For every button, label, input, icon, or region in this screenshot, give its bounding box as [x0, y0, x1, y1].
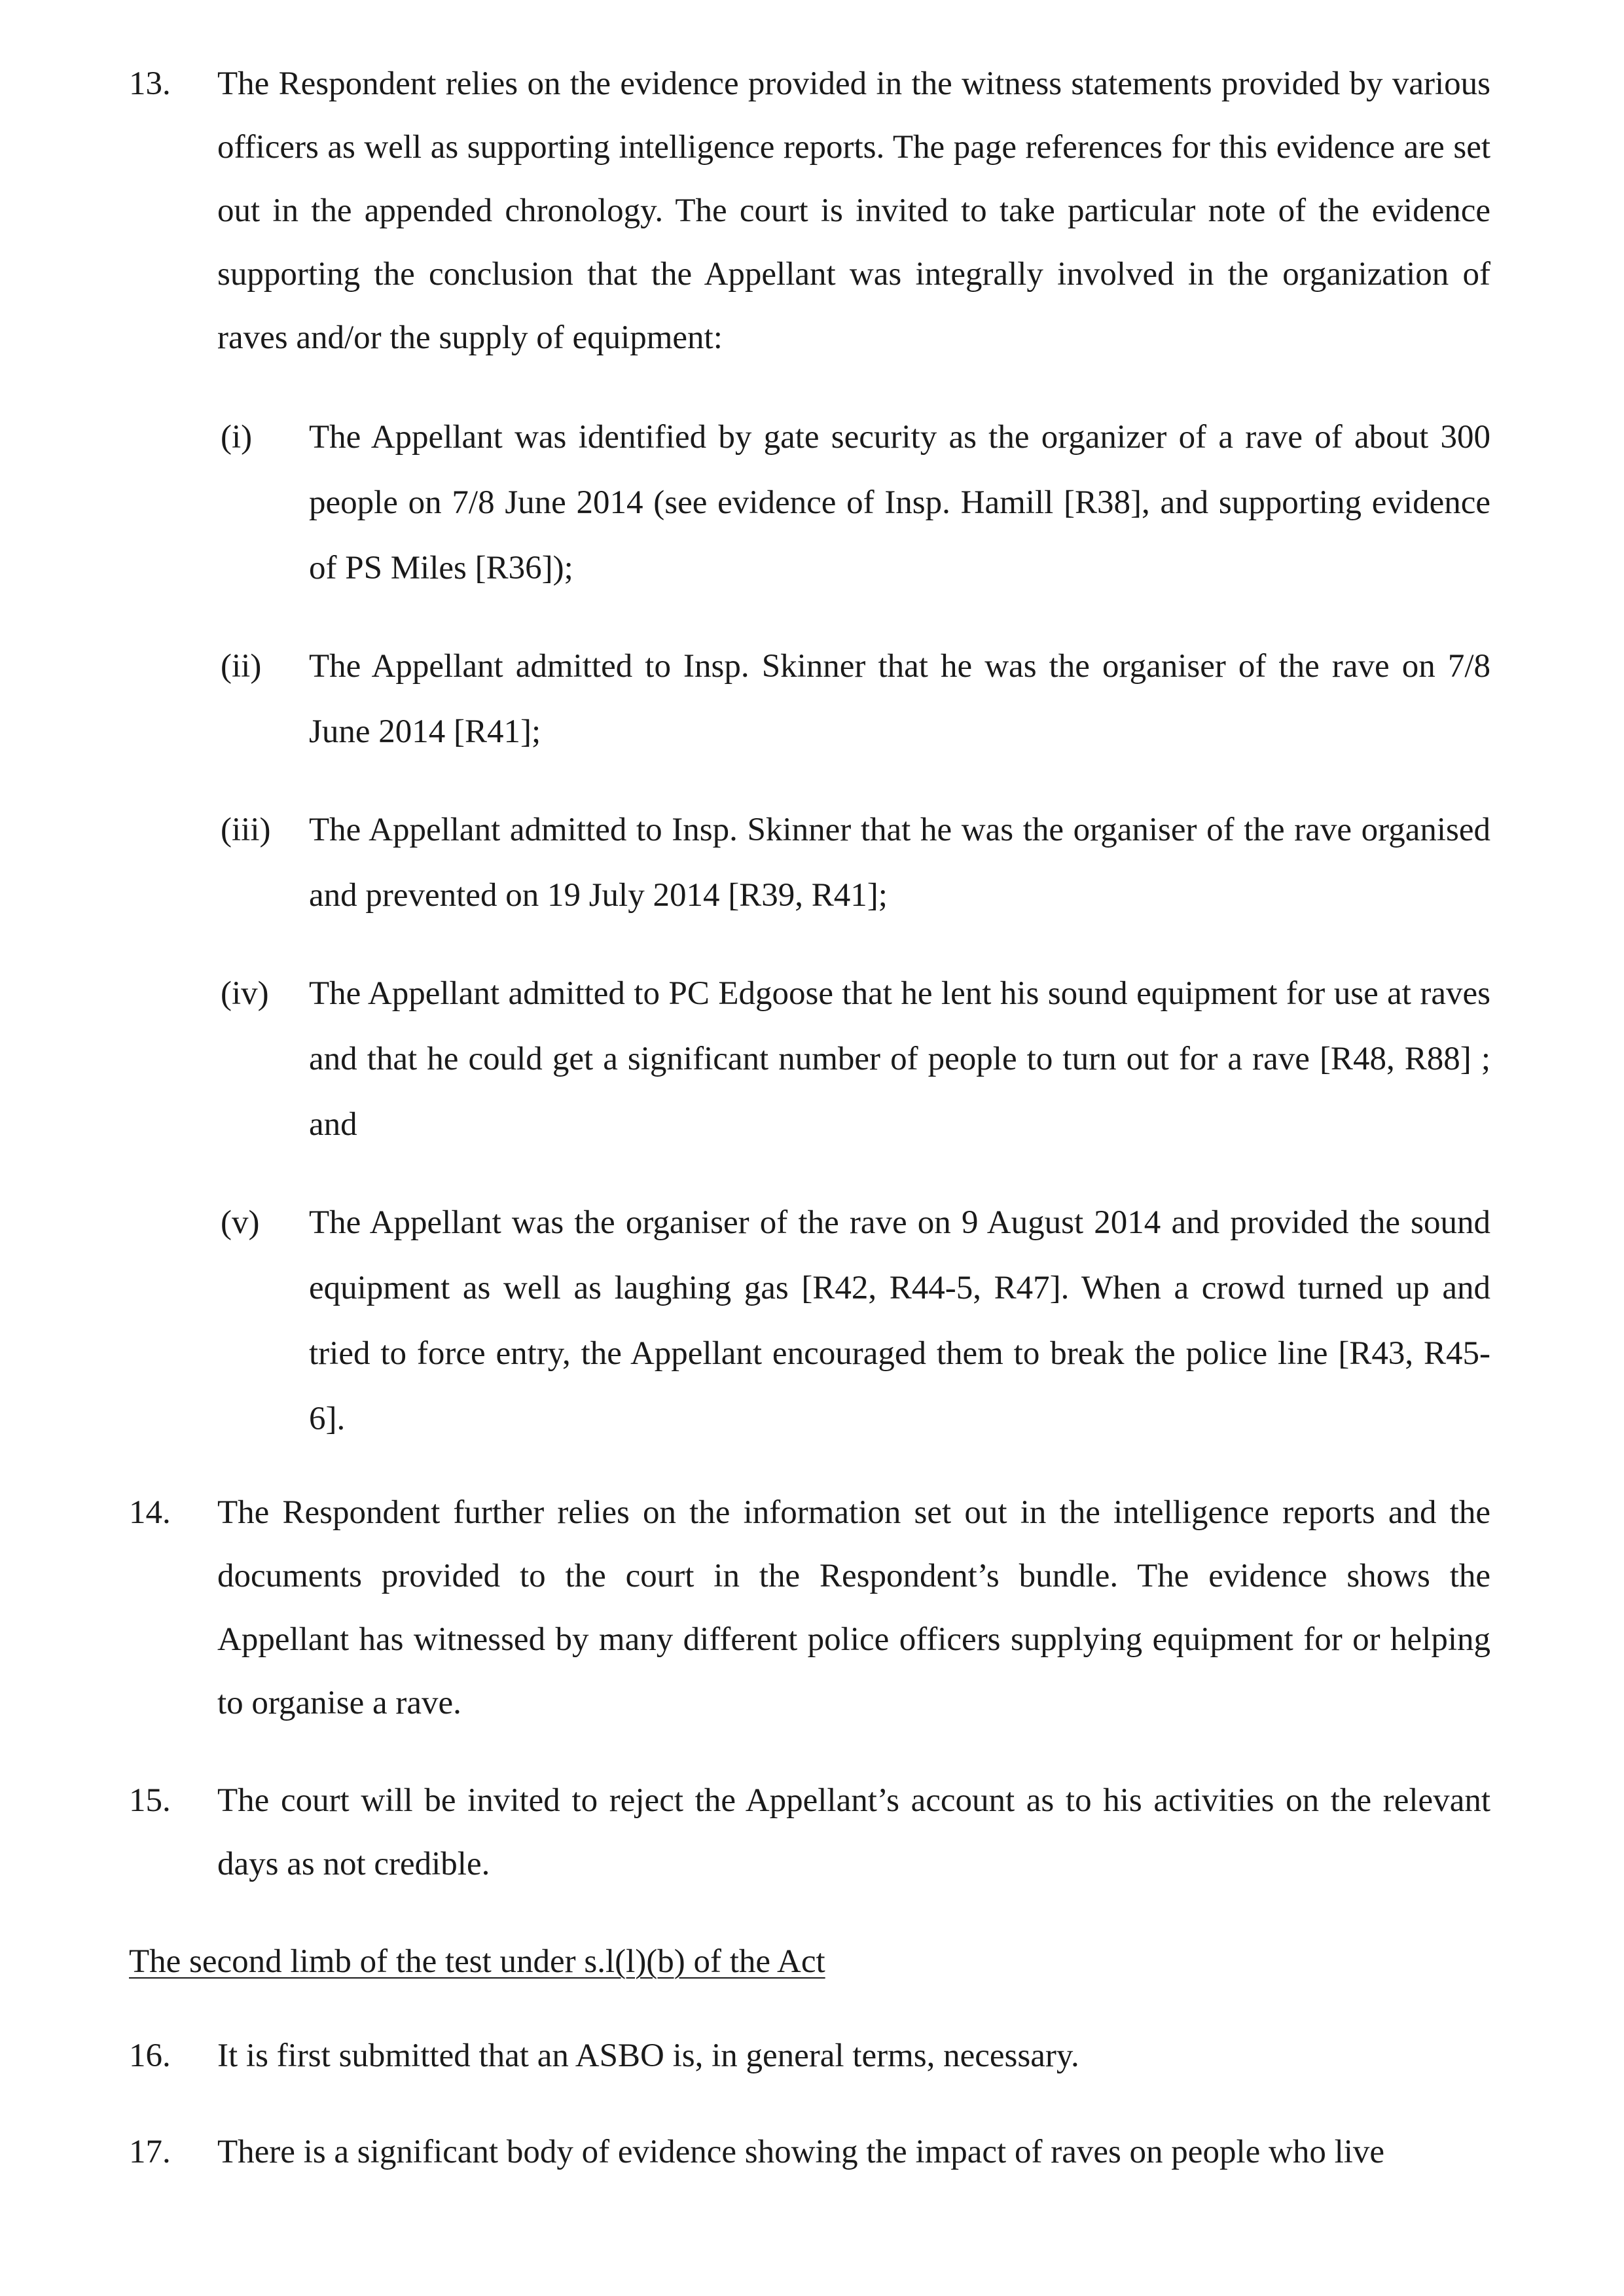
subparagraph-text: The Appellant admitted to Insp. Skinner that he was the organiser of the rave organised and prevented on 19 July 2014 [R39, R41]; — [309, 812, 1490, 914]
subparagraph-text: The Appellant admitted to PC Edgoose that he lent his sound equipment for use at raves and that he could get a significant number of people to turn out for a rave [R48, R88] ; and — [309, 975, 1490, 1143]
subparagraph-number: (iii) — [221, 812, 271, 848]
paragraph-text: It is first submitted that an ASBO is, in general terms, necessary. — [217, 2037, 1079, 2074]
subparagraph-ii — [221, 634, 1490, 764]
paragraph-number: 14. — [129, 1494, 171, 1531]
subparagraph-text: The Appellant was identified by gate security as the organizer of a rave of about 300 people on 7/8 June 2014 (see evidence of Insp. Hamill [R38], and supporting evidence of PS Miles [R36]); — [309, 419, 1490, 586]
paragraph-13 — [129, 52, 1490, 370]
subparagraph-text: The Appellant was the organiser of the rave on 9 August 2014 and provided the sound equipment as well as laughing gas [R42, R44-5, R47]. When a crowd turned up and tried to force entry, the Appellant encouraged them to break the police line [R43, R45-6]. — [309, 1204, 1490, 1437]
paragraph-text: The Respondent further relies on the information set out in the intelligence reports and the documents provided to the court in the Respondent’s bundle. The evidence shows the Appellant has witnessed by many different police officers supplying equipment for or helping to organise a rave. — [217, 1494, 1490, 1721]
subparagraph-number: (ii) — [221, 648, 262, 685]
subparagraph-number: (v) — [221, 1204, 260, 1241]
subparagraph-v — [221, 1190, 1490, 1452]
paragraph-number: 15. — [129, 1782, 171, 1819]
paragraph-text: There is a significant body of evidence showing the impact of raves on people who live — [217, 2134, 1385, 2170]
paragraph-15 — [129, 1769, 1490, 1896]
paragraph-text: The Respondent relies on the evidence provided in the witness statements provided by various officers as well as supporting intelligence reports. The page references for this evidence are set out in the appended chronology. The court is invited to take particular note of the evidence supporting the conclusion that the Appellant was integrally involved in the organization of raves and/or the supply of equipment: — [217, 65, 1490, 356]
subparagraph-text: The Appellant admitted to Insp. Skinner that he was the organiser of the rave on 7/8 June 2014 [R41]; — [309, 648, 1490, 750]
paragraph-14 — [129, 1481, 1490, 1735]
subparagraph-number: (i) — [221, 419, 253, 456]
paragraph-text: The court will be invited to reject the Appellant’s account as to his activities on the relevant days as not credible. — [217, 1782, 1490, 1882]
subparagraph-i — [221, 404, 1490, 601]
subparagraph-number: (iv) — [221, 975, 269, 1012]
paragraph-17 — [129, 2121, 1490, 2184]
subparagraph-iii — [221, 797, 1490, 928]
paragraph-number: 16. — [129, 2037, 171, 2074]
subparagraph-iv — [221, 961, 1490, 1157]
paragraph-number: 13. — [129, 65, 171, 102]
paragraph-16 — [129, 2024, 1490, 2088]
section-heading: The second limb of the test under s.l(l)(b) of the Act — [129, 1943, 825, 1980]
paragraph-number: 17. — [129, 2134, 171, 2170]
